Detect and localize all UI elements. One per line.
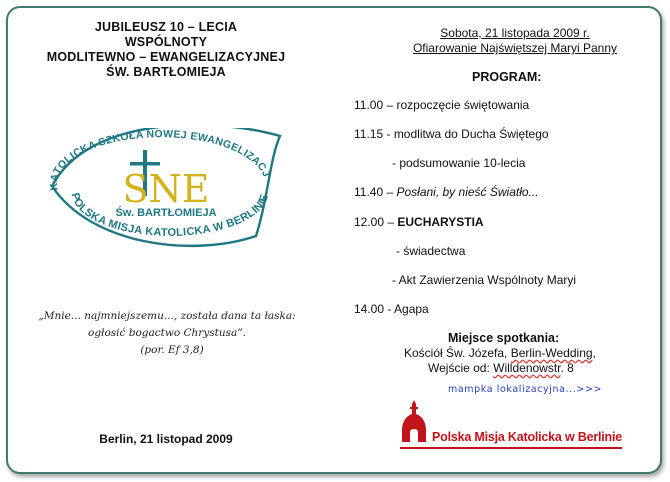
program-text: EUCHARYSTIA (397, 215, 484, 229)
program-text: modlitwa do Ducha Świętego (393, 127, 549, 141)
organization-name: Polska Misja Katolicka w Berlinie (432, 430, 623, 444)
program-time: 11.15 - (354, 127, 394, 141)
quote-line: „Mnie... najmniejszemu..., została dana ta łaska: (38, 310, 296, 322)
program-item (354, 302, 429, 316)
program-item (392, 156, 525, 170)
org-underline (400, 447, 622, 449)
district-name: Berlin-Wedding (510, 346, 593, 360)
title-line: WSPÓLNOTY (124, 35, 208, 49)
scripture-quote (36, 308, 298, 359)
street-name: Willdenowstr (493, 361, 561, 375)
logo-subtitle: Św. BARTŁOMIEJA (115, 207, 217, 219)
program-text: podsumowanie 10-lecia (399, 156, 526, 170)
church-name: Kościół Św. Józefa, (404, 346, 511, 360)
program-item (396, 244, 465, 258)
program-text: świadectwa (403, 244, 466, 258)
program-time: 14.00 - (354, 302, 395, 316)
program-time: 12.00 – (354, 215, 398, 229)
jubilee-title (36, 20, 296, 80)
title-line: ŚW. BARTŁOMIEJA (106, 65, 226, 79)
church-address (404, 346, 596, 360)
cross-horizontal (130, 162, 160, 166)
arc-top-path: KATOLICKA SZKOŁA NOWEJ EWANGELIZACJ (47, 128, 273, 191)
program-item (354, 185, 539, 199)
program-bullet: - (392, 156, 400, 170)
sne-logo (40, 128, 286, 250)
quote-reference: (por. Ef 3,8) (140, 344, 204, 356)
quote-line: ogłosić bogactwo Chrystusa”. (88, 327, 246, 339)
church-punct: , (592, 346, 596, 360)
date-line: Sobota, 21 listopada 2009 r. (440, 26, 590, 40)
entrance-label: Wejście od: (428, 361, 494, 375)
program-item (392, 273, 576, 287)
event-date (396, 26, 634, 56)
monogram-sne: SNE (122, 167, 210, 211)
street-number: . 8 (560, 361, 574, 375)
location-map-link[interactable]: mampka lokalizacyjna...>>> (448, 384, 603, 395)
program-item (354, 98, 529, 112)
place-date-footer: Berlin, 21 listopad 2009 (99, 432, 233, 446)
program-bullet: - (392, 273, 399, 287)
program-heading: PROGRAM: (472, 70, 542, 84)
program-item (354, 127, 549, 141)
meeting-place-heading: Miejsce spotkania: (448, 331, 560, 345)
program-text: Akt Zawierzenia Wspólnoty Maryi (398, 273, 577, 287)
arc-bottom-path: POLSKA MISJA KATOLICKA W BERLINIE (68, 191, 272, 239)
program-bullet: - (396, 244, 404, 258)
feast-line: Ofiarowanie Najświętszej Maryi Panny (412, 41, 618, 55)
program-text: Posłani, by nieść Światło... (396, 185, 539, 199)
program-time: 11.00 – (354, 98, 397, 112)
title-line: JUBILEUSZ 10 – LECIA (94, 20, 238, 34)
title-line: MODLITEWNO – EWANGELIZACYJNEJ (46, 50, 286, 64)
program-text: rozpoczęcie świętowania (396, 98, 530, 112)
program-time: 11.40 – (354, 185, 397, 199)
program-item (354, 215, 484, 229)
entrance-address (428, 361, 574, 375)
program-text: Agapa (394, 302, 429, 316)
church-icon (400, 400, 428, 444)
